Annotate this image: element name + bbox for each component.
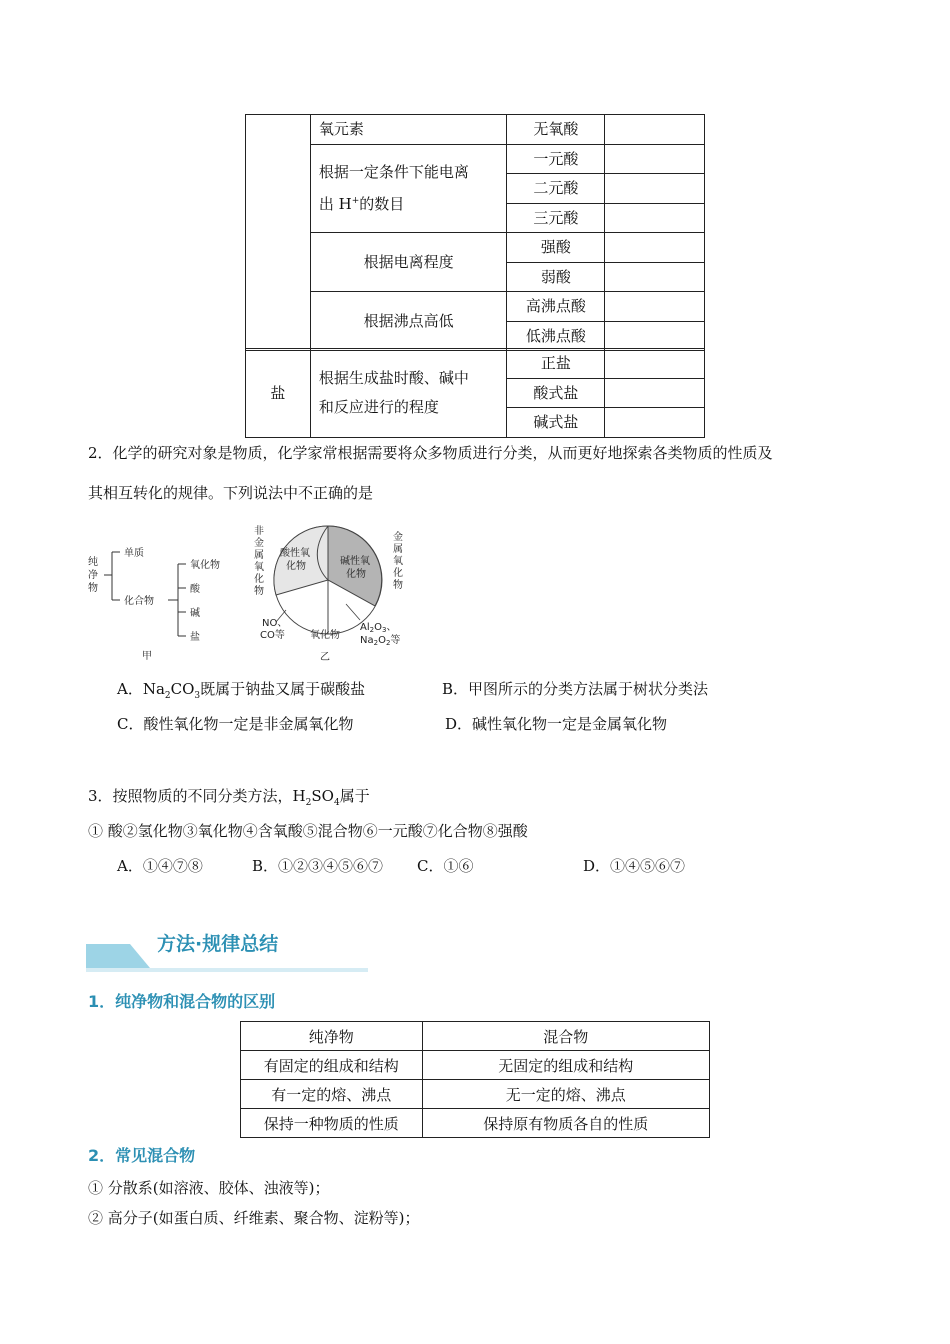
metal-oxide-label: 属 (393, 544, 403, 555)
metal-oxide-label: 氧 (393, 556, 403, 567)
tree-leaf: 酸 (190, 584, 200, 595)
table-header: 混合物 (422, 1022, 709, 1051)
q2-stem-line1: 2．化学的研究对象是物质，化学家常根据需要将众多物质进行分类，从而更好地探索各类物质的性质及 (88, 444, 773, 462)
type-cell: 正盐 (507, 349, 605, 379)
q3-option-b: B．①②③④⑤⑥⑦ (252, 857, 384, 875)
criterion-boiling-point: 根据沸点高低 (310, 292, 507, 351)
tree-leaf: 盐 (190, 632, 200, 643)
heading-pure-vs-mixture: 1．纯净物和混合物的区别 (88, 992, 276, 1011)
type-cell: 酸式盐 (507, 378, 605, 408)
blank-cell (605, 115, 705, 145)
acidic-oxide-label: 化物 (286, 561, 306, 572)
q3-option-a: A．①④⑦⑧ (117, 857, 203, 875)
tree-root-char: 纯 (88, 557, 98, 568)
oxide-bottom-label: 氧化物 (310, 630, 340, 641)
table-header: 纯净物 (241, 1022, 423, 1051)
nonmetal-oxide-label: 非 (254, 526, 264, 537)
heading-common-mixtures: 2．常见混合物 (88, 1146, 196, 1165)
type-cell: 强酸 (507, 233, 605, 263)
acid-salt-classification-table (245, 114, 705, 351)
mixture-item: ① 分散系(如溶液、胶体、浊液等)； (88, 1179, 330, 1197)
criterion-oxygen: 氧元素 (310, 115, 507, 145)
pure-vs-mixture-table (240, 1021, 710, 1138)
nonmetal-oxide-label: 金 (254, 538, 264, 549)
no-co-label: NO、 (262, 618, 288, 629)
type-cell: 三元酸 (507, 203, 605, 233)
table-cell: 无固定的组成和结构 (422, 1051, 709, 1080)
criterion-line: 和反应进行的程度 (318, 397, 439, 416)
metal-oxide-label: 化 (393, 568, 403, 579)
nonmetal-oxide-label: 氧 (254, 562, 264, 573)
blank-cell (605, 378, 705, 408)
q3-option-c: C．①⑥ (417, 857, 474, 875)
category-cell-empty (246, 115, 311, 351)
table-cell: 有固定的组成和结构 (241, 1051, 423, 1080)
table-cell: 保持一种物质的性质 (241, 1109, 423, 1138)
blank-cell (605, 203, 705, 233)
type-cell: 碱式盐 (507, 408, 605, 438)
basic-oxide-label: 化物 (346, 569, 366, 580)
salt-classification-table (245, 348, 705, 438)
table-cell: 有一定的熔、沸点 (241, 1080, 423, 1109)
tree-root-char: 物 (88, 583, 98, 594)
category-salt: 盐 (246, 349, 311, 438)
criterion-line: 根据一定条件下能电离 (318, 162, 469, 181)
q3-stem: 3．按照物质的不同分类方法，$H_2SO_4$属于 (88, 787, 370, 808)
q2-option-a: A．$Na_2CO_3$既属于钠盐又属于碳酸盐 (117, 680, 366, 701)
q2-stem-line2: 其相互转化的规律。下列说法中不正确的是 (88, 484, 374, 502)
criterion-line: 根据生成盐时酸、碱中 (318, 368, 469, 387)
table-cell: 无一定的熔、沸点 (422, 1080, 709, 1109)
blank-cell (605, 321, 705, 351)
tree-root-char: 净 (88, 570, 98, 581)
q2-option-c: C．酸性氧化物一定是非金属氧化物 (117, 715, 354, 733)
blank-cell (605, 408, 705, 438)
q2-option-b: B．甲图所示的分类方法属于树状分类法 (442, 680, 709, 698)
criterion-ionization-count (310, 144, 507, 233)
criterion-neutralization (310, 349, 507, 438)
metal-oxide-label: 物 (393, 580, 403, 591)
oxide-pie-diagram (248, 522, 418, 664)
tree-leaf: 碱 (190, 608, 200, 619)
type-cell: 一元酸 (507, 144, 605, 174)
al2o3-label: $Al_2O_3$、 (360, 622, 397, 634)
criterion-ionization-degree: 根据电离程度 (310, 233, 507, 292)
pie-caption: 乙 (320, 652, 330, 663)
na2o2-label: $Na_2O_2$等 (360, 635, 401, 647)
tree-branch-element: 单质 (124, 548, 144, 559)
type-cell: 弱酸 (507, 262, 605, 292)
type-cell: 无氧酸 (507, 115, 605, 145)
tree-branch-compound: 化合物 (124, 596, 154, 607)
blank-cell (605, 174, 705, 204)
q3-option-d: D．①④⑤⑥⑦ (583, 857, 686, 875)
blank-cell (605, 292, 705, 322)
blank-cell (605, 233, 705, 263)
q3-choices-list: ① 酸②氢化物③氧化物④含氧酸⑤混合物⑥一元酸⑦化合物⑧强酸 (88, 822, 528, 840)
basic-oxide-label: 碱性氧 (340, 556, 370, 567)
q2-option-d: D．碱性氧化物一定是金属氧化物 (445, 715, 668, 733)
tree-classification-diagram (84, 538, 244, 664)
blank-cell (605, 349, 705, 379)
tree-caption: 甲 (142, 651, 152, 662)
blank-cell (605, 262, 705, 292)
mixture-item: ② 高分子(如蛋白质、纤维素、聚合物、淀粉等)； (88, 1209, 420, 1227)
nonmetal-oxide-label: 化 (254, 574, 264, 585)
blank-cell (605, 144, 705, 174)
table-cell: 保持原有物质各自的性质 (422, 1109, 709, 1138)
nonmetal-oxide-label: 物 (254, 586, 264, 597)
criterion-line: 出 H+的数目 (318, 194, 405, 213)
type-cell: 高沸点酸 (507, 292, 605, 322)
tree-leaf: 氧化物 (190, 560, 220, 571)
metal-oxide-label: 金 (393, 532, 403, 543)
no-co-label: CO等 (260, 630, 285, 641)
section-title: 方法·规律总结 (157, 933, 279, 955)
type-cell: 低沸点酸 (507, 321, 605, 351)
type-cell: 二元酸 (507, 174, 605, 204)
nonmetal-oxide-label: 属 (254, 550, 264, 561)
acidic-oxide-label: 酸性氧 (280, 548, 310, 559)
